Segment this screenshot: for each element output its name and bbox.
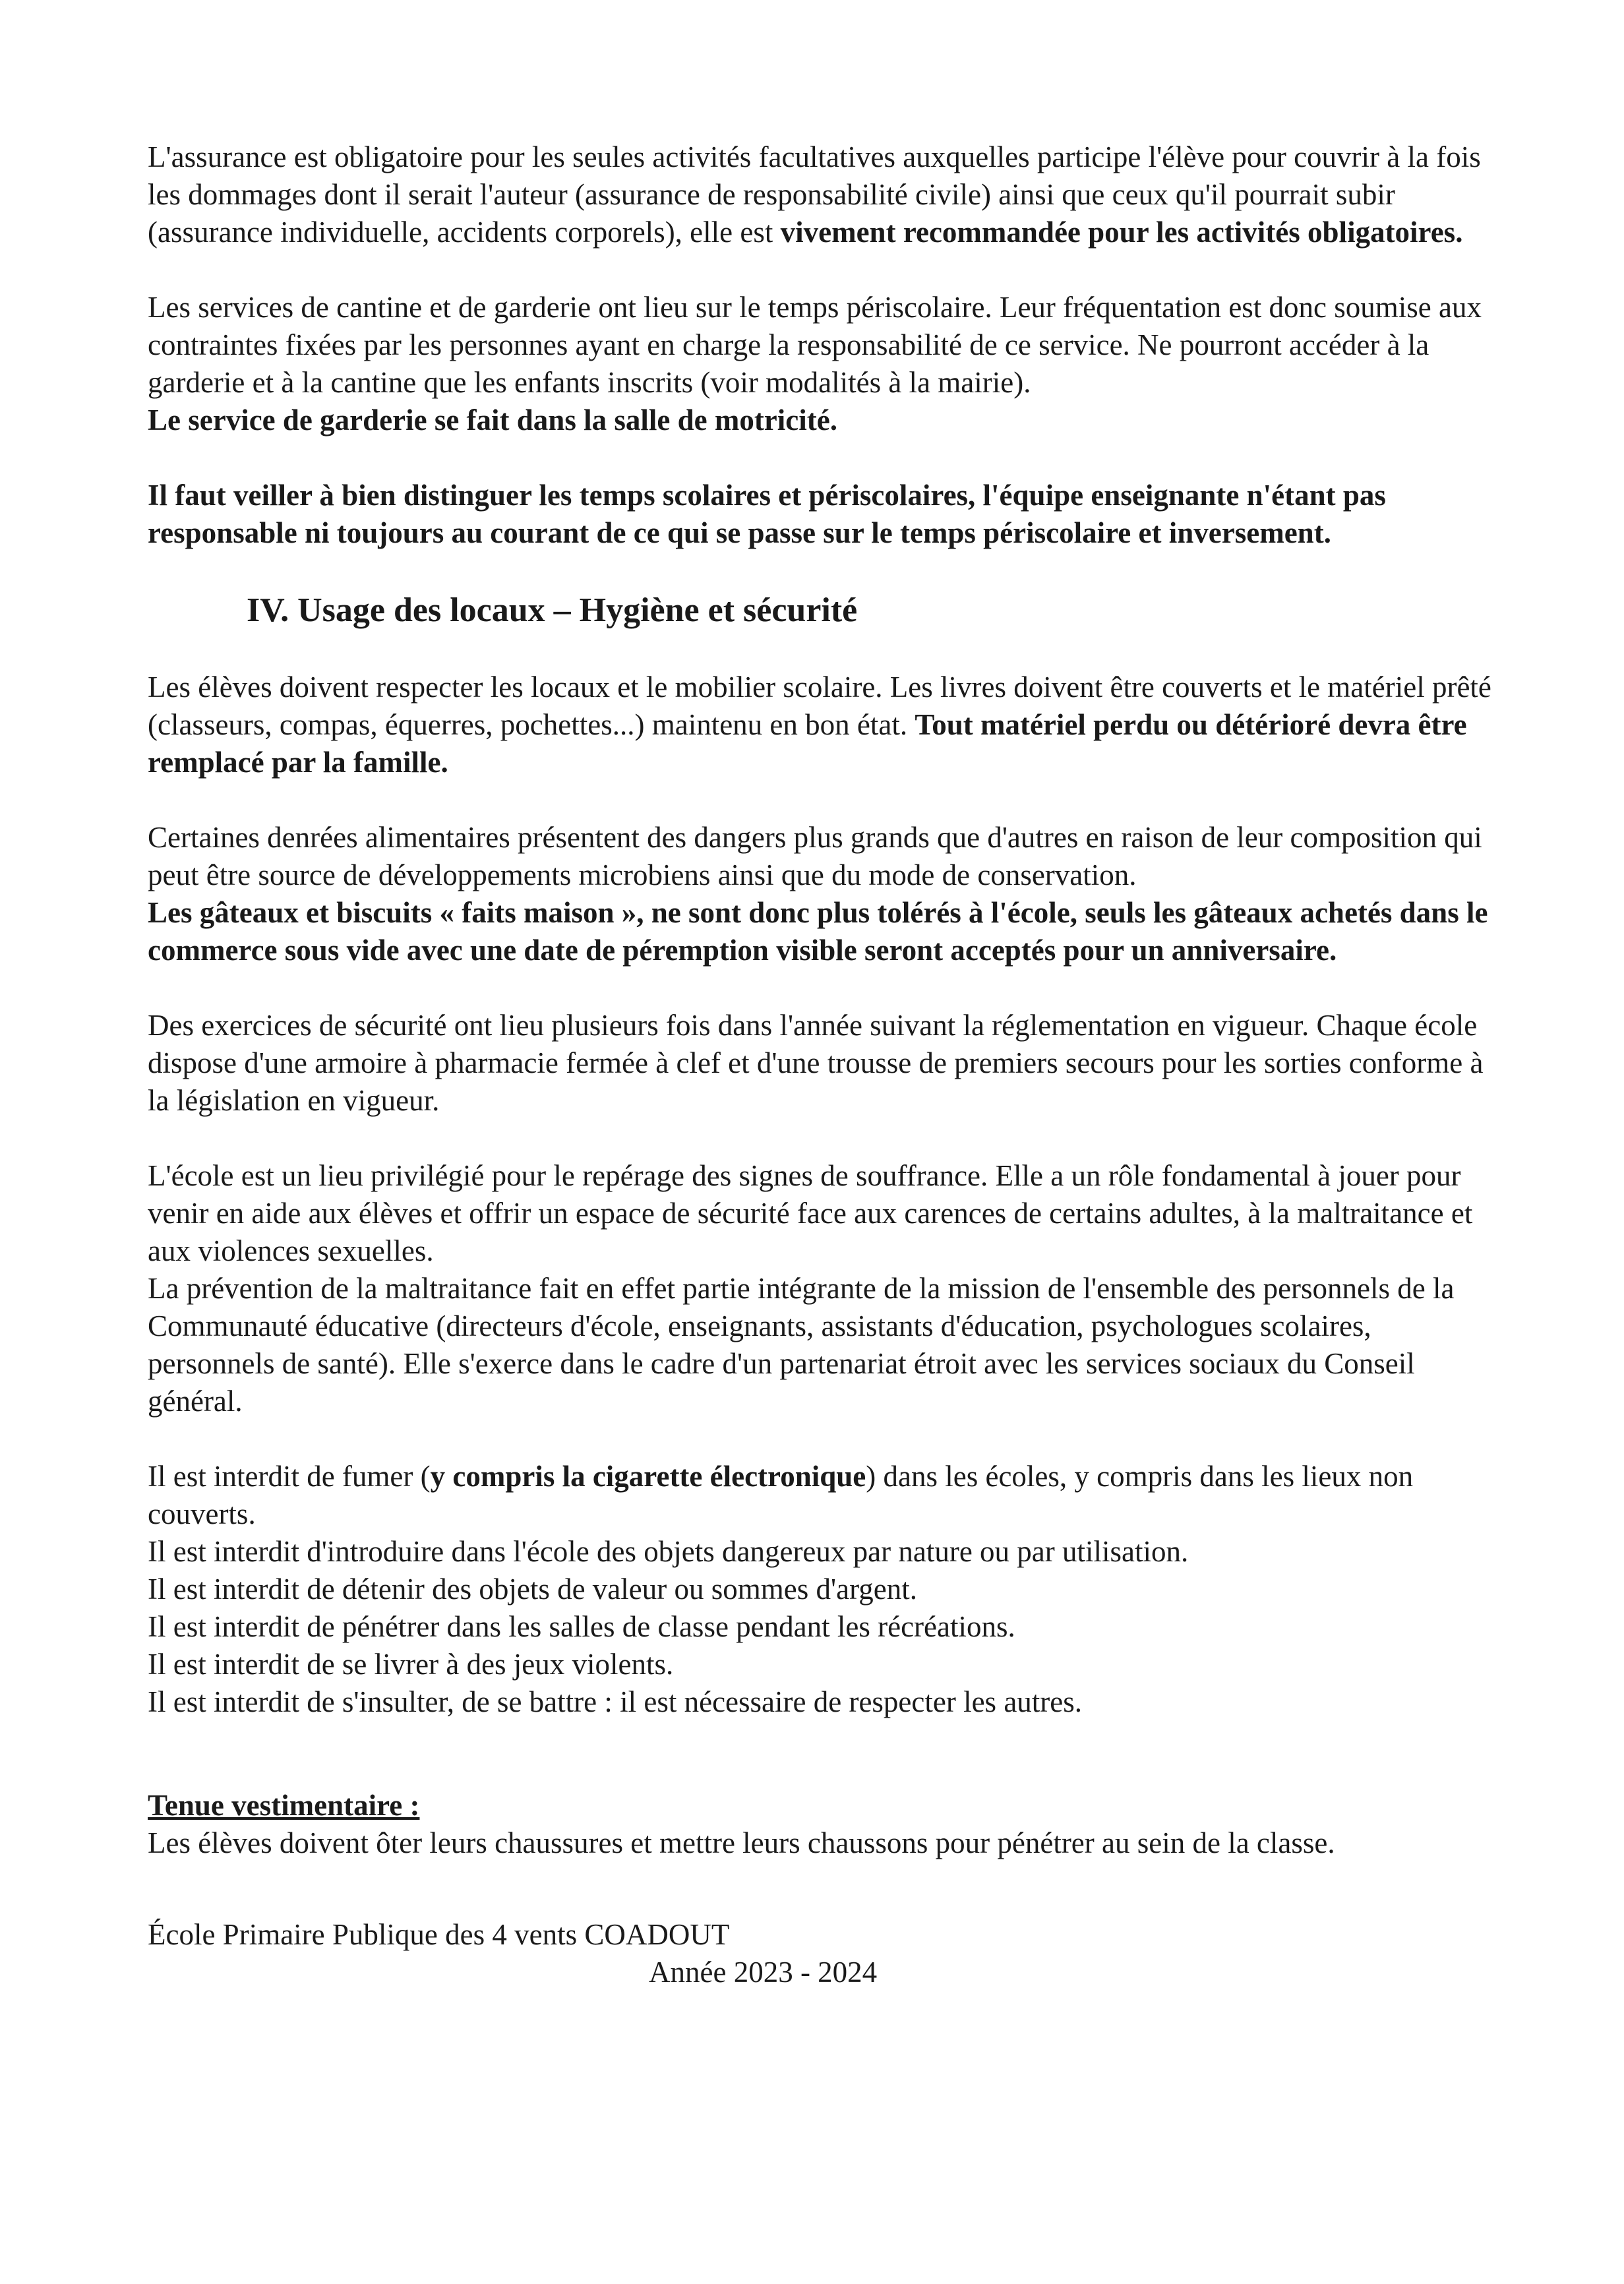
periscolaire-text: Les services de cantine et de garderie ont lieu sur le temps périscolaire. Leur fréquentation est donc soumise aux contraintes fixées par les personnes ayant en charge la responsabilité de ce service. Ne pourront accéder à la garderie et à la cantine que les enfants inscrits (voir modalités à la mairie).	[148, 291, 1482, 399]
rule-dangerous-objects: Il est interdit d'introduire dans l'école des objets dangereux par nature ou par utilisation.	[148, 1535, 1189, 1568]
section-heading-iv: IV. Usage des locaux – Hygiène et sécurité	[247, 591, 858, 629]
distinction-paragraph: Il faut veiller à bien distinguer les temps scolaires et périscolaires, l'équipe enseignante n'étant pas responsable ni toujours au courant de ce qui se passe sur le temps périscolaire et inversement.	[148, 479, 1386, 549]
rule-respect: Il est interdit de s'insulter, de se battre : il est nécessaire de respecter les autres.	[148, 1685, 1083, 1718]
rule-smoking-pre: Il est interdit de fumer (	[148, 1460, 431, 1493]
rule-classrooms: Il est interdit de pénétrer dans les salles de classe pendant les récréations.	[148, 1610, 1015, 1643]
safety-paragraph: Des exercices de sécurité ont lieu plusieurs fois dans l'année suivant la réglementation en vigueur. Chaque école dispose d'une armoire à pharmacie fermée à clef et d'une trousse de premiers secours pour les sorties conforme à la législation en vigueur.	[148, 1009, 1484, 1117]
insurance-emphasis: vivement recommandée pour les activités obligatoires.	[780, 216, 1463, 249]
food-text: Certaines denrées alimentaires présentent des dangers plus grands que d'autres en raison de leur composition qui peut être source de développements microbiens ainsi que du mode de conservation.	[148, 821, 1482, 891]
food-emphasis: Les gâteaux et biscuits « faits maison », ne sont donc plus tolérés à l'école, seuls les gâteaux achetés dans le commerce sous vide avec une date de péremption visible seront acceptés pour un anniversaire.	[148, 896, 1488, 967]
dress-code-text: Les élèves doivent ôter leurs chaussures et mettre leurs chaussons pour pénétrer au sein de la classe.	[148, 1826, 1335, 1859]
locaux-paragraph	[148, 669, 1493, 781]
rule-violent-games: Il est interdit de se livrer à des jeux violents.	[148, 1648, 674, 1681]
footer	[148, 1916, 1493, 1991]
maltreatment-text: L'école est un lieu privilégié pour le repérage des signes de souffrance. Elle a un rôle fondamental à jouer pour venir en aide aux élèves et offrir un espace de sécurité face aux carences de certains adultes, à la maltraitance et aux violences sexuelles.	[148, 1159, 1473, 1267]
footer-school: École Primaire Publique des 4 vents COADOUT	[148, 1918, 730, 1951]
maltreatment-paragraph	[148, 1157, 1493, 1420]
garderie-emphasis: Le service de garderie se fait dans la salle de motricité.	[148, 404, 837, 436]
insurance-paragraph	[148, 138, 1493, 251]
rules-list	[148, 1458, 1493, 1721]
materiel-emphasis: Tout matériel perdu ou détérioré devra être remplacé par la famille.	[148, 708, 1467, 779]
rule-smoking-emphasis: y compris la cigarette électronique	[430, 1460, 866, 1493]
rule-smoking	[148, 1458, 1493, 1533]
rule-smoking-post: ) dans les écoles, y compris dans les lieux non couverts.	[148, 1460, 1414, 1530]
rule-valuables: Il est interdit de détenir des objets de valeur ou sommes d'argent.	[148, 1573, 917, 1606]
prevention-text: La prévention de la maltraitance fait en effet partie intégrante de la mission de l'ensemble des personnels de la Communauté éducative (directeurs d'école, enseignants, assistants d'éducation, psychologues scolaires, personnels de santé). Elle s'exerce dans le cadre d'un partenariat étroit avec les services sociaux du Conseil général.	[148, 1272, 1455, 1418]
food-paragraph	[148, 819, 1493, 969]
footer-year: Année 2023 - 2024	[649, 1956, 878, 1989]
locaux-text: Les élèves doivent respecter les locaux et le mobilier scolaire. Les livres doivent être couverts et le matériel prêté (classeurs, compas, équerres, pochettes...) maintenu en bon état.	[148, 671, 1491, 741]
document-page	[148, 138, 1493, 1991]
dress-code-heading: Tenue vestimentaire :	[148, 1789, 420, 1822]
periscolaire-paragraph	[148, 289, 1493, 439]
insurance-text: L'assurance est obligatoire pour les seules activités facultatives auxquelles participe l'élève pour couvrir à la fois les dommages dont il serait l'auteur (assurance de responsabilité civile) ainsi que ceux qu'il pourrait subir (assurance individuelle, accidents corporels), elle est	[148, 140, 1481, 249]
